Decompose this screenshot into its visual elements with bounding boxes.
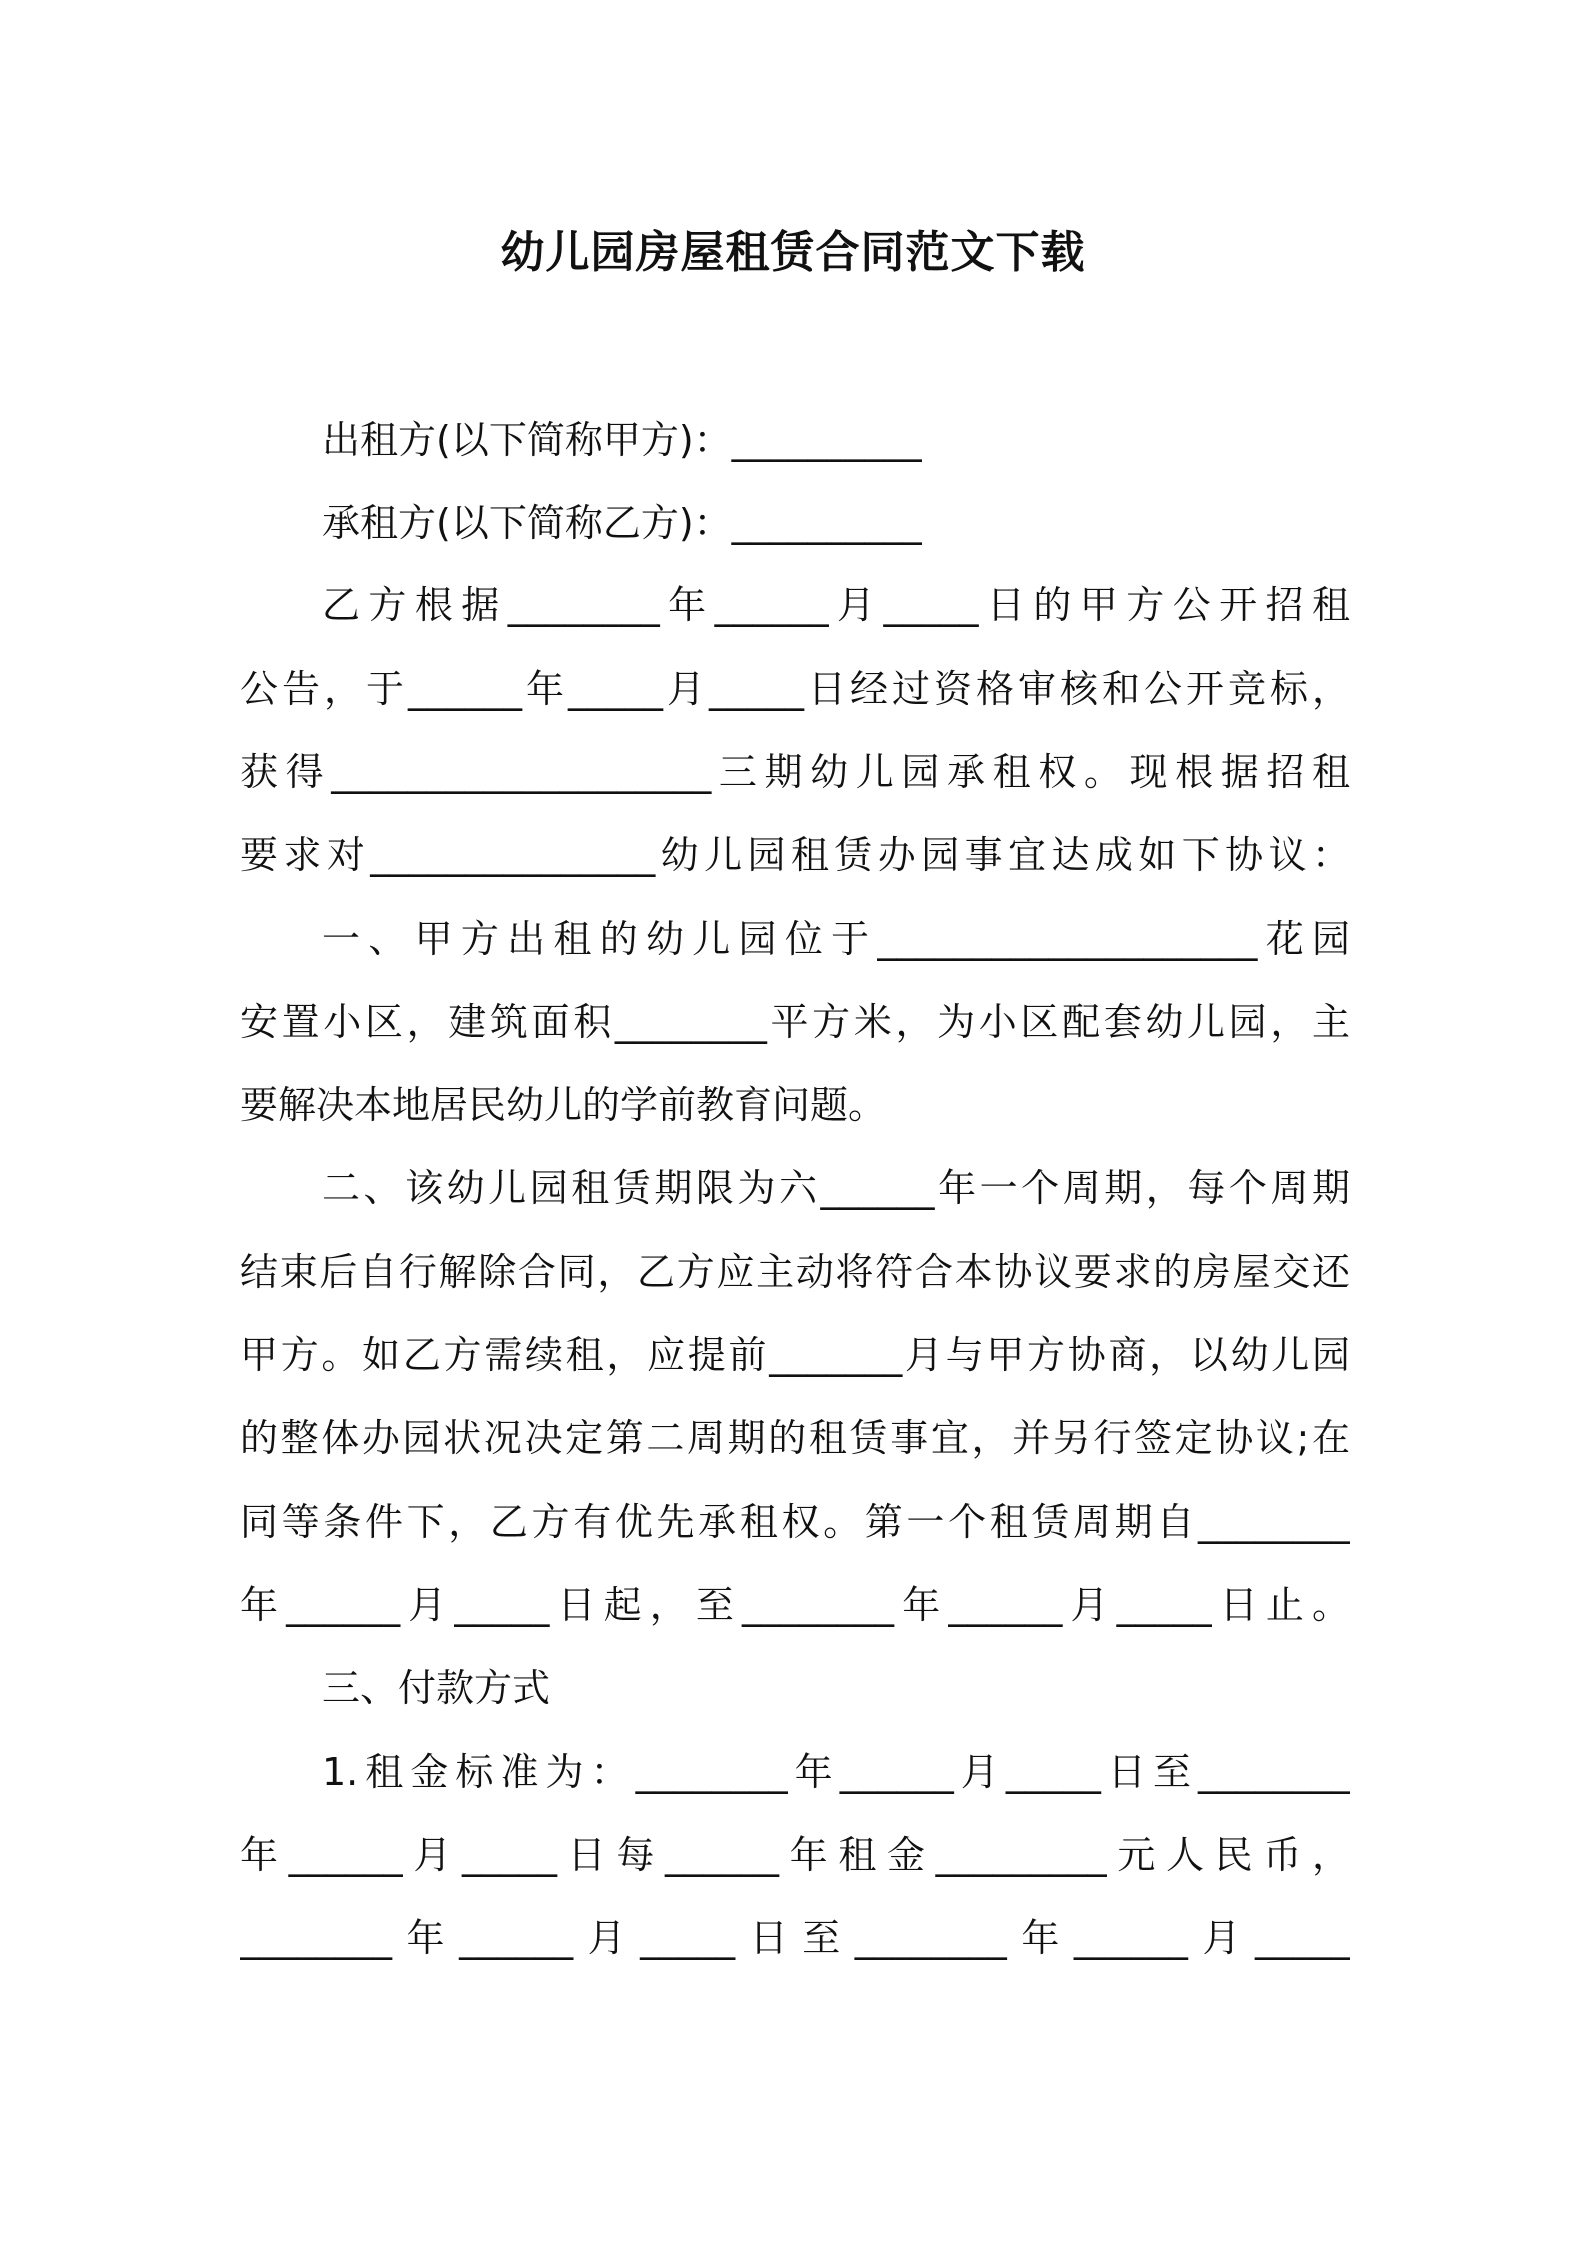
document-title: 幼儿园房屋租赁合同范文下载 [500,227,1086,278]
paragraph-line: 乙方根据________年______月_____日的甲方公开招租 [322,583,1350,627]
payment-line: ________年______月_____日至________年______月_____ [240,1916,1350,1960]
lessor-line: 出租方(以下简称甲方)：__________ [322,418,922,462]
paragraph-line: 公告，于______年_____月_____日经过资格审核和公开竞标， [240,667,1350,711]
clause-two-line: 甲方。如乙方需续租，应提前_______月与甲方协商，以幼儿园 [240,1333,1350,1377]
paragraph-line: 要求对_______________幼儿园租赁办园事宜达成如下协议： [240,833,1350,877]
clause-one-line: 要解决本地居民幼儿的学前教育问题。 [240,1083,887,1127]
clause-one-line: 安置小区，建筑面积________平方米，为小区配套幼儿园，主 [240,1000,1350,1044]
clause-two-line: 二、该幼儿园租赁期限为六______年一个周期，每个周期 [322,1166,1350,1210]
clause-two-line: 年______月_____日起，至________年______月_____日止。 [240,1583,1350,1627]
paragraph-line: 获得____________________三期幼儿园承租权。现根据招租 [240,750,1350,794]
lessee-line: 承租方(以下简称乙方)：__________ [322,501,922,545]
clause-one-line: 一、甲方出租的幼儿园位于____________________花园 [322,917,1350,961]
payment-line: 1.租金标准为：________年______月_____日至________ [322,1750,1350,1794]
clause-two-line: 的整体办园状况决定第二周期的租赁事宜，并另行签定协议;在 [240,1416,1350,1460]
clause-two-line: 结束后自行解除合同，乙方应主动将符合本协议要求的房屋交还 [240,1250,1350,1294]
clause-two-line: 同等条件下，乙方有优先承租权。第一个租赁周期自________ [240,1500,1350,1544]
clause-three-heading: 三、付款方式 [322,1666,551,1710]
payment-line: 年______月_____日每______年租金_________元人民币， [240,1833,1350,1877]
